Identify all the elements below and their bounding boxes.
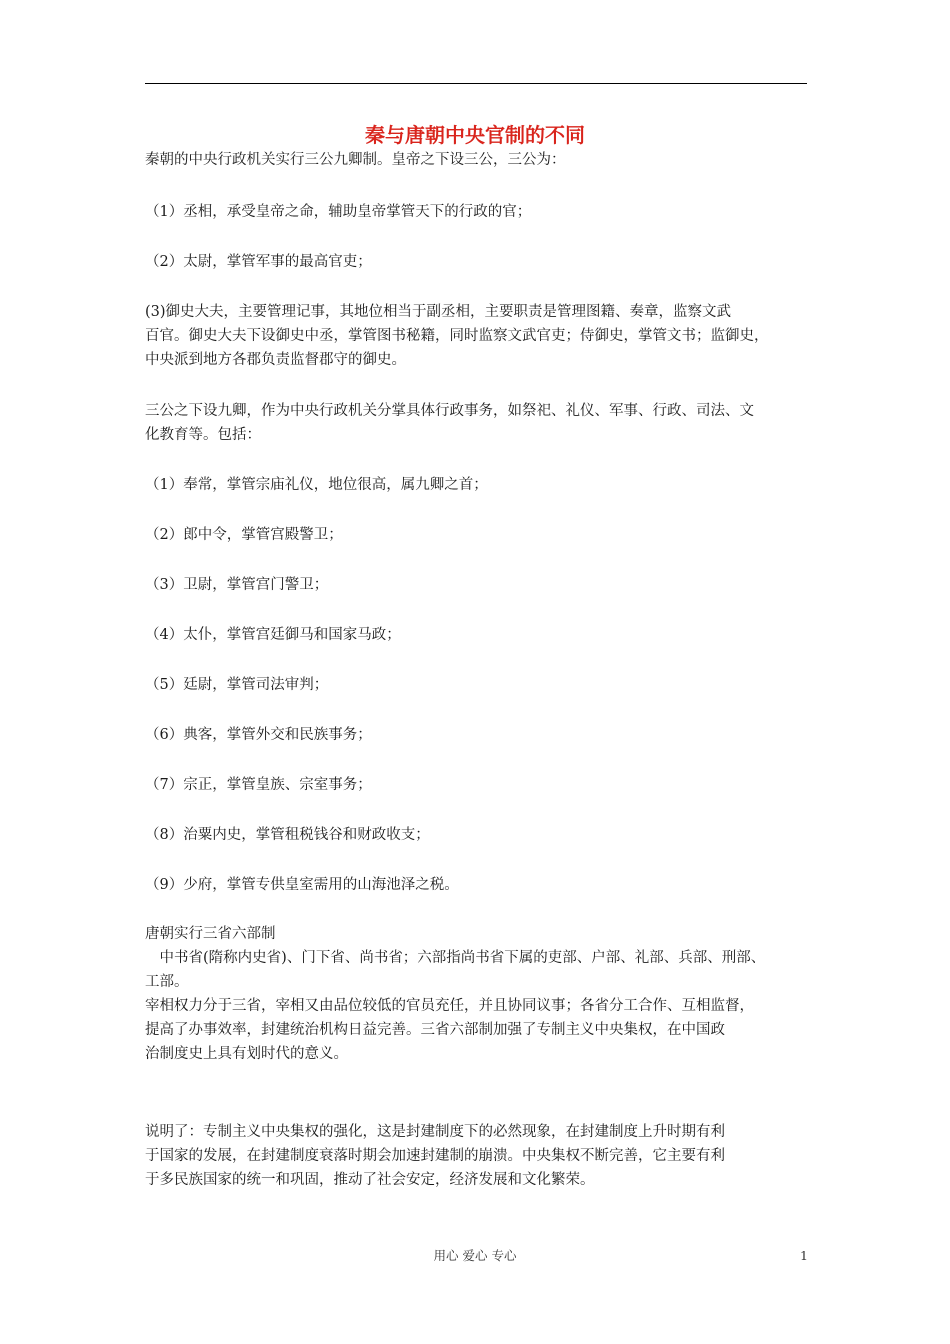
jiuqing-item: （4）太仆，掌管宫廷御马和国家马政； <box>145 627 401 643</box>
tang-paragraph-line: 中书省(隋称内史省)、门下省、尚书省；六部指尚书省下属的吏部、户部、礼部、兵部、刑部、 <box>145 950 766 966</box>
jiuqing-item: （6）典客，掌管外交和民族事务； <box>145 727 372 743</box>
jiuqing-item: （3）卫尉，掌管宫门警卫； <box>145 577 329 593</box>
page-number: 1 <box>800 1248 808 1263</box>
yushi-paragraph-line: 中央派到地方各郡负责监督郡守的御史。 <box>145 352 406 368</box>
jiuqing-item: （9）少府，掌管专供皇室需用的山海池泽之税。 <box>145 877 459 893</box>
intro-paragraph: 秦朝的中央行政机关实行三公九卿制。皇帝之下设三公，三公为： <box>145 152 566 168</box>
conclusion-line: 于国家的发展，在封建制度衰落时期会加速封建制的崩溃。中央集权不断完善，它主要有利 <box>145 1148 725 1164</box>
jiuqing-item: （2）郎中令，掌管宫殿警卫； <box>145 527 343 543</box>
jiuqing-intro-line: 三公之下设九卿，作为中央行政机关分掌具体行政事务，如祭祀、礼仪、军事、行政、司法、文 <box>145 403 754 419</box>
sangong-item-taiwei: （2）太尉，掌管军事的最高官吏； <box>145 254 372 270</box>
conclusion-line: 说明了：专制主义中央集权的强化，这是封建制度下的必然现象，在封建制度上升时期有利 <box>145 1124 725 1140</box>
tang-heading: 唐朝实行三省六部制 <box>145 926 276 942</box>
jiuqing-item: （8）治粟内史，掌管租税钱谷和财政收支； <box>145 827 430 843</box>
conclusion-line: 于多民族国家的统一和巩固，推动了社会安定，经济发展和文化繁荣。 <box>145 1172 595 1188</box>
jiuqing-intro-line: 化教育等。包括： <box>145 427 261 443</box>
tang-paragraph-line: 治制度史上具有划时代的意义。 <box>145 1046 348 1062</box>
document-title: 秦与唐朝中央官制的不同 <box>365 123 585 147</box>
sangong-item-chancellor: （1）丞相，承受皇帝之命，辅助皇帝掌管天下的行政的官； <box>145 204 532 220</box>
footer-slogan: 用心 爱心 专心 <box>433 1248 517 1263</box>
yushi-paragraph-line: (3)御史大夫，主要管理记事，其地位相当于副丞相，主要职责是管理图籍、奏章，监察文武 <box>145 304 732 320</box>
jiuqing-item: （5）廷尉，掌管司法审判； <box>145 677 329 693</box>
tang-paragraph-line: 提高了办事效率，封建统治机构日益完善。三省六部制加强了专制主义中央集权，在中国政 <box>145 1022 725 1038</box>
jiuqing-item: （7）宗正，掌管皇族、宗室事务； <box>145 777 372 793</box>
jiuqing-item: （1）奉常，掌管宗庙礼仪，地位很高，属九卿之首； <box>145 477 488 493</box>
tang-paragraph-line: 工部。 <box>145 974 189 990</box>
header-rule <box>145 83 807 84</box>
tang-paragraph-line: 宰相权力分于三省，宰相又由品位较低的官员充任，并且协同议事；各省分工合作、互相监督， <box>145 998 754 1014</box>
yushi-paragraph-line: 百官。御史大夫下设御史中丞，掌管图书秘籍，同时监察文武官吏；侍御史，掌管文书；监御史， <box>145 328 769 344</box>
